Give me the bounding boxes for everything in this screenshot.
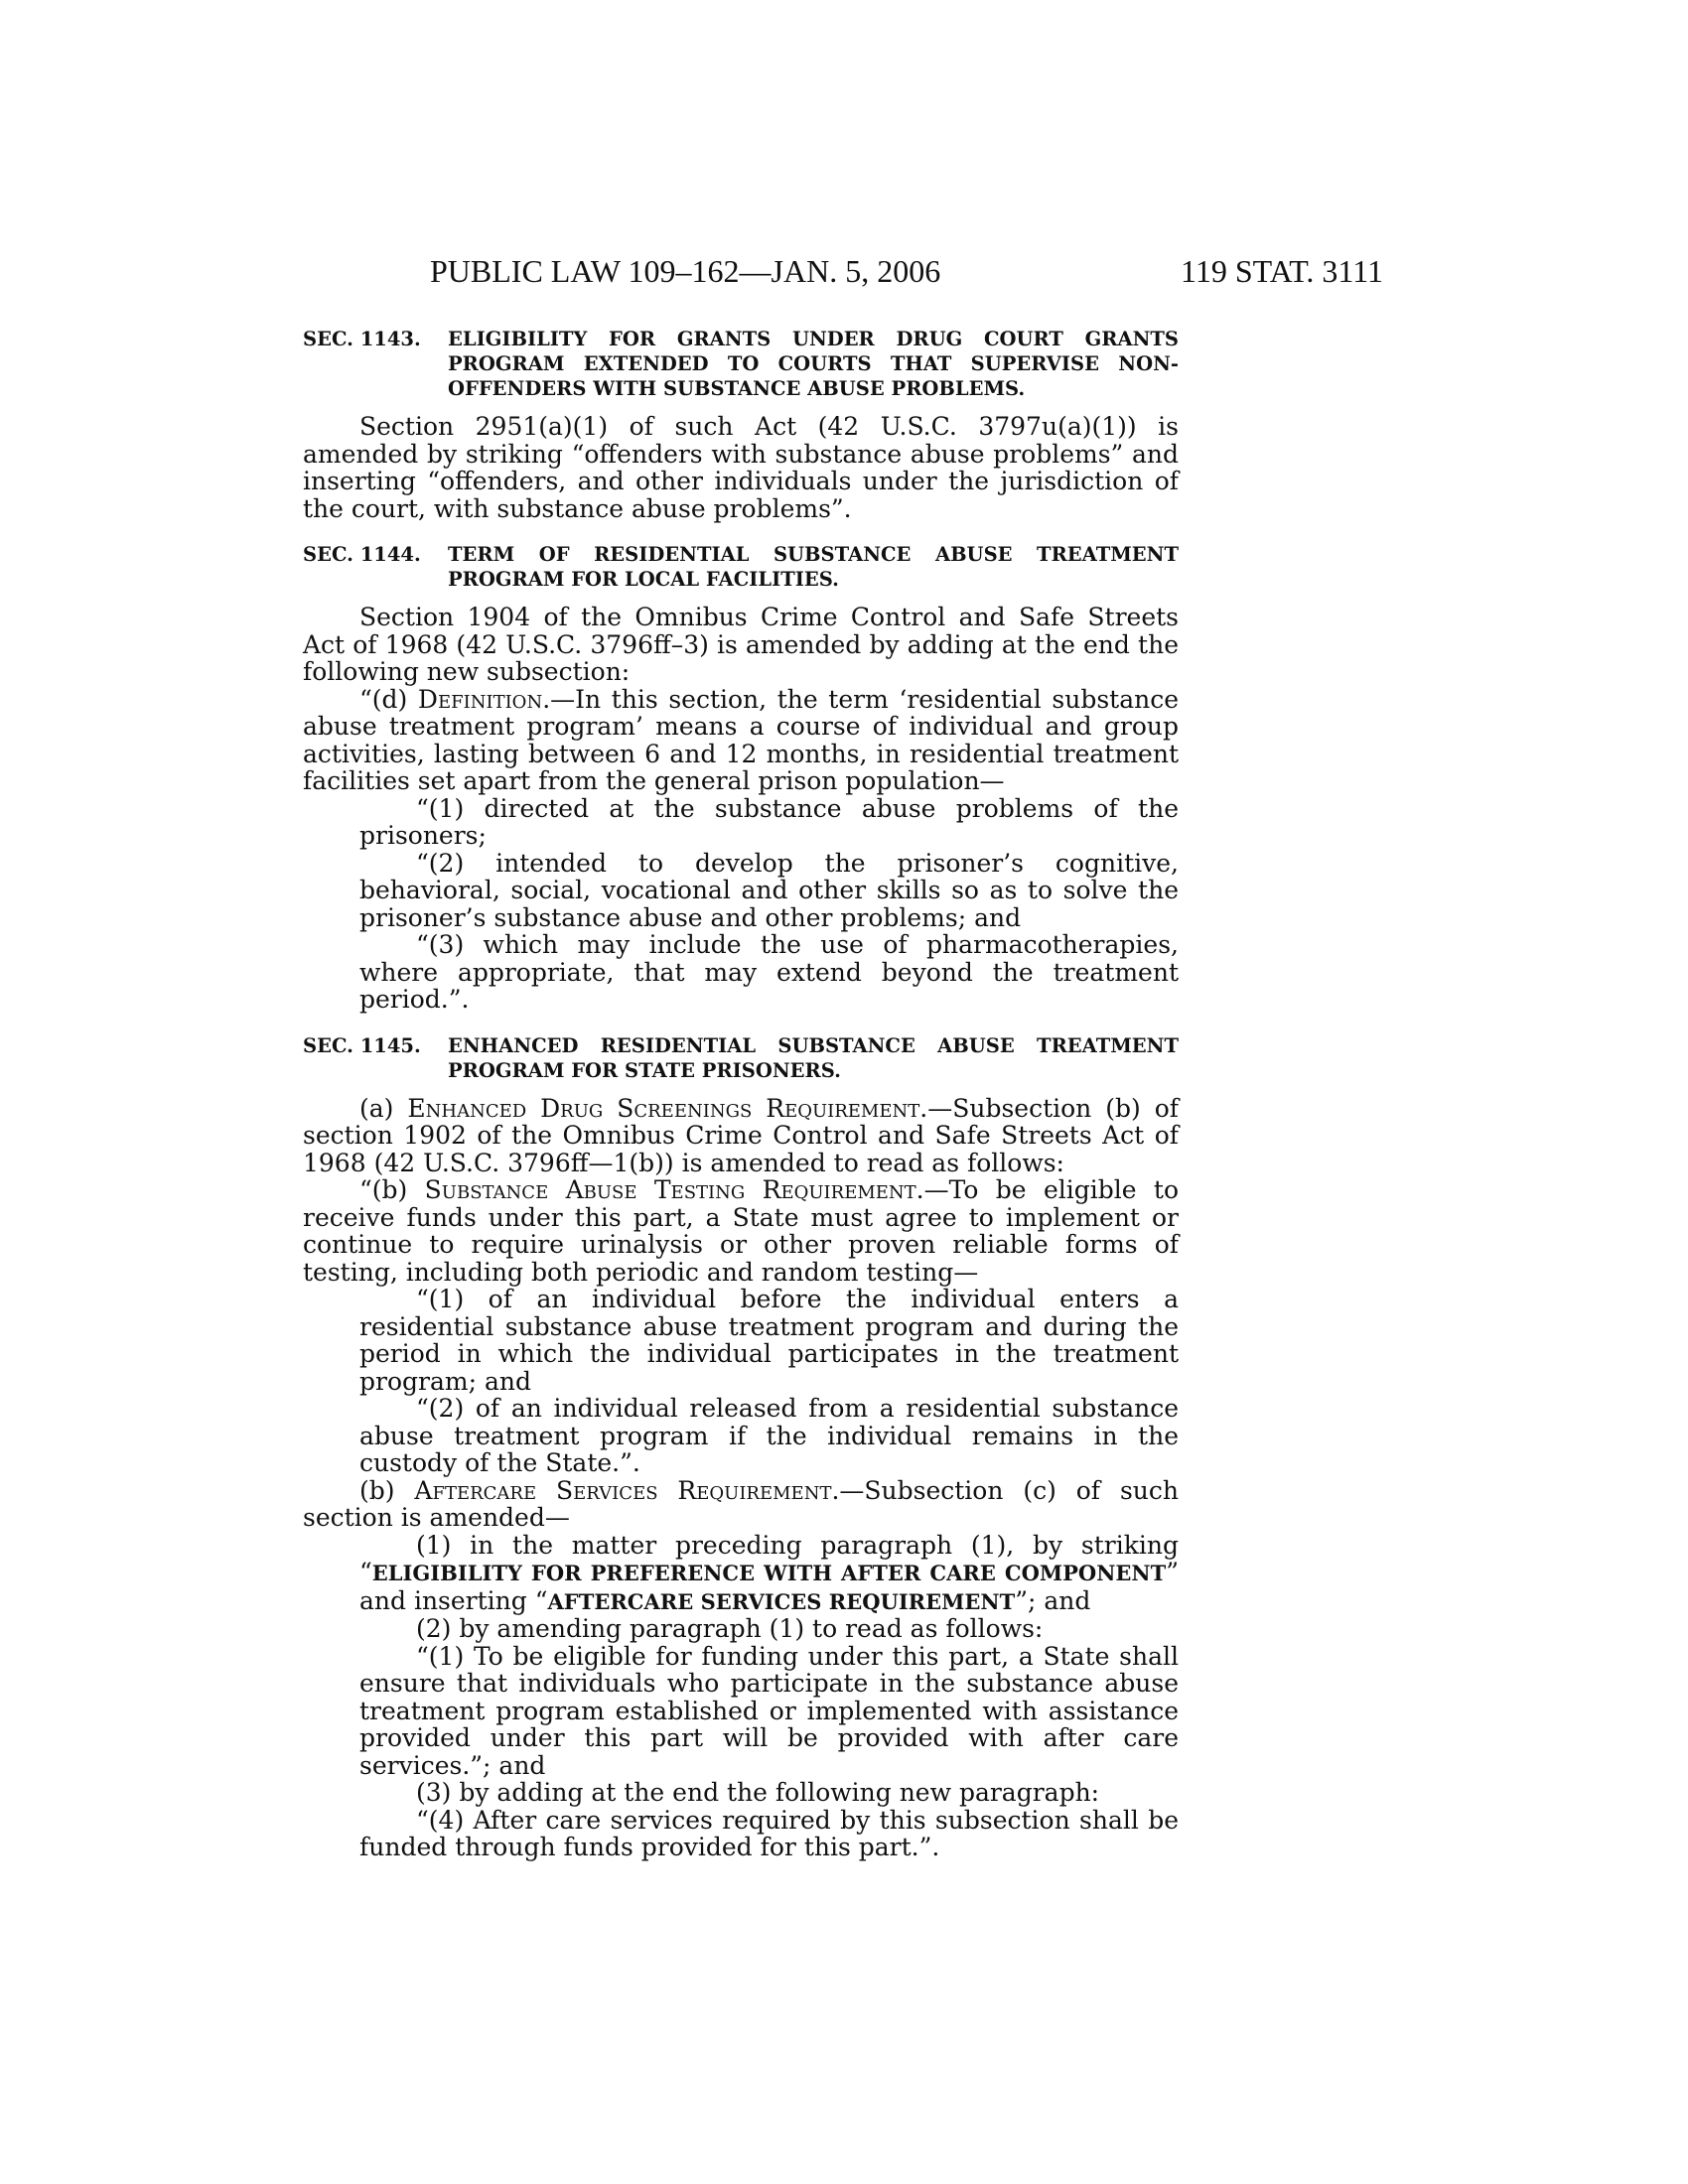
paragraph-2: “(2) of an individual released from a residential substance abuse treatment program if the individual remains in the custody of the State.”. bbox=[359, 1394, 1179, 1477]
subsection-text: —To be eligible to receive funds under this part, a State must agree to implement or continue to require urinalysis or other proven reliable forms of testing, including both periodic and random testing— bbox=[303, 1175, 1179, 1287]
paragraph-2: “(2) intended to develop the prisoner’s cognitive, behavioral, social, vocational and other skills so as to solve the prisoner’s substance abuse and other problems; and bbox=[359, 848, 1179, 932]
subsection-a bbox=[303, 1095, 1179, 1177]
paragraph-text: ” and inserting “ bbox=[359, 1558, 1179, 1615]
subsection-b bbox=[303, 1477, 1179, 1532]
paragraph-2: (2) by amending paragraph (1) to read as follows: bbox=[416, 1614, 1044, 1643]
document-body bbox=[303, 327, 1179, 1861]
section-number: SEC. 1143. bbox=[303, 328, 421, 350]
section-paragraph: Section 1904 of the Omnibus Crime Control and Safe Streets Act of 1968 (42 U.S.C. 3796ff–3) is amended by adding at the end the following new subsection: bbox=[303, 603, 1179, 686]
document-page bbox=[303, 253, 1383, 1861]
section-number: SEC. 1145. bbox=[303, 1033, 421, 1057]
subsection-heading: Substance Abuse Testing Requirement. bbox=[424, 1175, 924, 1204]
subsection-text: —Subsection (b) of section 1902 of the Omnibus Crime Control and Safe Streets Act of 1968 (42 U.S.C. 3796ff—1(b)) is amended to read as follows: bbox=[303, 1093, 1180, 1177]
subsection-marker: (a) bbox=[359, 1093, 408, 1123]
paragraph-3: (3) by adding at the end the following new paragraph: bbox=[416, 1778, 1100, 1807]
subsection-d bbox=[303, 686, 1179, 795]
quoted-subsection-b bbox=[303, 1176, 1179, 1286]
section-number: SEC. 1144. bbox=[303, 543, 421, 566]
section-paragraph: Section 2951(a)(1) of such Act (42 U.S.C. 3797u(a)(1)) is amended by striking “offenders with substance abuse problems” and inserting “offenders, and other individuals under the jurisdiction of the court, with substance abuse problems”. bbox=[303, 412, 1179, 523]
subsection-text: —In this section, the term ‘residential substance abuse treatment program’ means a course of individual and group activities, lasting between 6 and 12 months, in residential treatment facilities set apart from the general prison population— bbox=[303, 684, 1179, 795]
section-title: ELIGIBILITY FOR GRANTS UNDER DRUG COURT GRANTS PROGRAM EXTENDED TO COURTS THAT SUPERVISE NON-OFFENDERS WITH SUBSTANCE ABUSE PROBLEMS. bbox=[448, 328, 1179, 400]
subsection-text: —Subsection (c) of such section is amended— bbox=[303, 1475, 1179, 1532]
paragraph-1: “(1) directed at the substance abuse problems of the prisoners; bbox=[359, 793, 1179, 850]
struck-heading: ELIGIBILITY FOR PREFERENCE WITH AFTER CARE COMPONENT bbox=[371, 1561, 1167, 1585]
page-number: 119 STAT. 3111 bbox=[1181, 253, 1383, 289]
section-heading-1145 bbox=[303, 1033, 1179, 1083]
subsection-heading: Enhanced Drug Screenings Requirement. bbox=[407, 1093, 928, 1123]
paragraph-text: ”; and bbox=[1015, 1585, 1091, 1615]
paragraph-3: “(3) which may include the use of pharmacotherapies, where appropriate, that may extend beyond the treatment period.”. bbox=[359, 930, 1179, 1014]
subsection-heading: Aftercare Services Requirement. bbox=[414, 1475, 840, 1505]
quoted-paragraph-4: “(4) After care services required by this subsection shall be funded through funds provided for this part.”. bbox=[359, 1805, 1179, 1861]
section-heading-1143 bbox=[303, 327, 1179, 401]
section-heading-1144 bbox=[303, 542, 1179, 592]
inserted-heading: AFTERCARE SERVICES REQUIREMENT bbox=[547, 1588, 1016, 1614]
section-title: TERM OF RESIDENTIAL SUBSTANCE ABUSE TREATMENT PROGRAM FOR LOCAL FACILITIES. bbox=[448, 543, 1179, 591]
subsection-marker: “(d) bbox=[359, 684, 418, 714]
paragraph-text: (1) in the matter preceding paragraph (1), by striking “ bbox=[359, 1530, 1179, 1586]
subsection-heading: Definition. bbox=[417, 684, 551, 714]
subsection-marker: (b) bbox=[359, 1475, 415, 1505]
section-title: ENHANCED RESIDENTIAL SUBSTANCE ABUSE TREATMENT PROGRAM FOR STATE PRISONERS. bbox=[448, 1033, 1179, 1082]
subsection-marker: “(b) bbox=[359, 1175, 425, 1204]
paragraph-1 bbox=[303, 1532, 1179, 1616]
paragraph-1: “(1) of an individual before the individual enters a residential substance abuse treatment program and during the period in which the individual participates in the treatment program; and bbox=[359, 1285, 1179, 1396]
running-title: PUBLIC LAW 109–162—JAN. 5, 2006 bbox=[430, 253, 941, 289]
quoted-paragraph-1: “(1) To be eligible for funding under this part, a State shall ensure that individuals who participate in the substance abuse treatment program established or implemented with assistance provided under this part will be provided with after care services.”; and bbox=[359, 1641, 1179, 1780]
page-header bbox=[303, 253, 1383, 297]
